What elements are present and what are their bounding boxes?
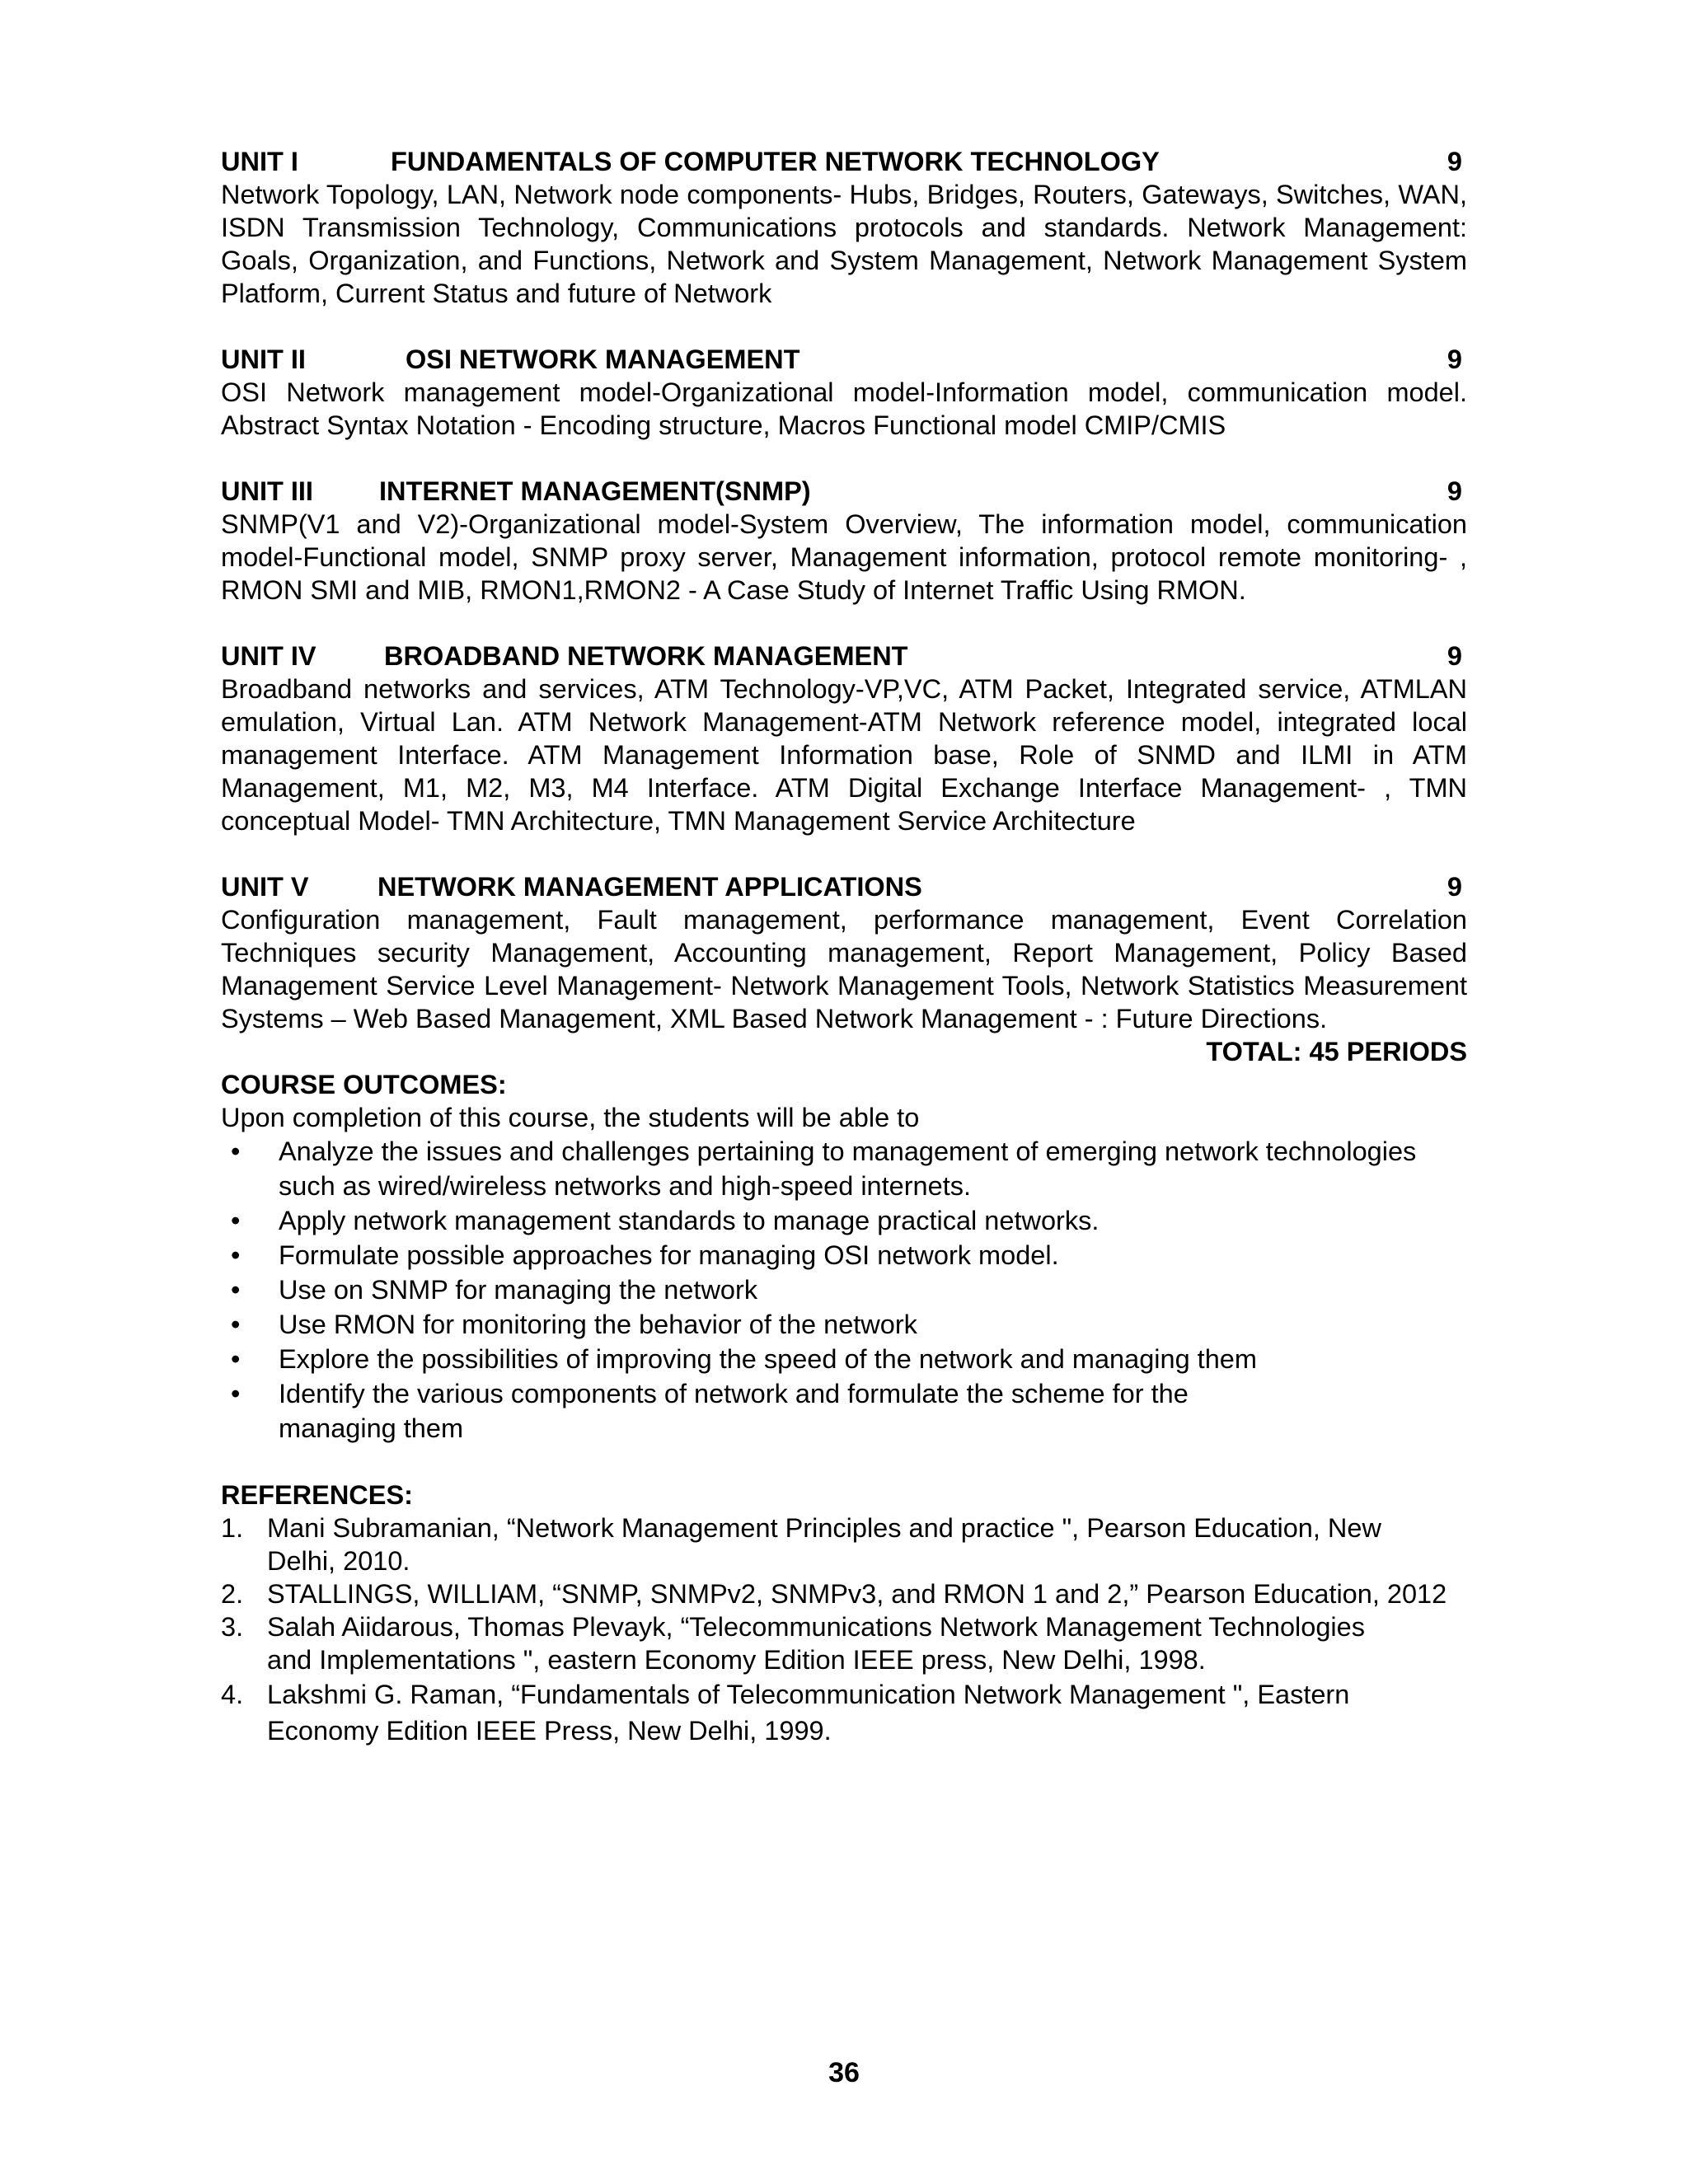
bullet-icon: • — [231, 1137, 241, 1166]
unit-2 — [221, 343, 1467, 442]
unit-heading — [221, 145, 1467, 178]
page-number: 36 — [828, 2057, 860, 2088]
unit-hours: 9 — [1447, 641, 1462, 671]
unit-code: UNIT I — [221, 147, 298, 176]
course-outcomes-heading: COURSE OUTCOMES: — [221, 1070, 507, 1099]
course-outcomes-intro: Upon completion of this course, the students will be able to — [221, 1103, 920, 1132]
reference-number: 4. — [221, 1680, 244, 1709]
unit-code: UNIT III — [221, 476, 313, 506]
list-item — [221, 1307, 1432, 1342]
reference-text: STALLINGS, WILLIAM, “SNMP, SNMPv2, SNMPv3, and RMON 1 and 2,” Pearson Education, 2012 — [267, 1579, 1447, 1609]
unit-code: UNIT V — [221, 872, 309, 902]
unit-description: OSI Network management model-Organizational model-Information model, communication model. Abstract Syntax Notation - Encoding structure, Macros Functional model CMIP/CMIS — [221, 377, 1467, 440]
unit-description: SNMP(V1 and V2)-Organizational model-System Overview, The information model, communication model-Functional model, SNMP proxy server, Management information, protocol remote monitoring- , RMON SMI and MIB, RMON1,RMON2 - A Case Study of Internet Traffic Using RMON. — [221, 509, 1467, 605]
unit-description: Configuration management, Fault management, performance management, Event Correlation Techniques security Management, Accounting management, Report Management, Policy Based Management Service Level Management- Network Management Tools, Network Statistics Measurement Systems – Web Based Management, XML Based Network Management - : Future Directions. — [221, 905, 1467, 1033]
outcome-text: Use RMON for monitoring the behavior of the network — [279, 1310, 917, 1339]
outcome-text: Apply network management standards to manage practical networks. — [279, 1206, 1100, 1235]
unit-4 — [221, 640, 1467, 837]
unit-3 — [221, 475, 1467, 607]
bullet-icon: • — [231, 1379, 241, 1408]
outcome-text: Formulate possible approaches for managing OSI network model. — [279, 1240, 1059, 1270]
reference-text: Mani Subramanian, “Network Management Principles and practice ", Pearson Education, New Delhi, 2010. — [267, 1513, 1381, 1576]
list-item — [221, 1577, 1454, 1610]
unit-hours: 9 — [1447, 872, 1462, 902]
unit-1 — [221, 145, 1467, 310]
list-item — [221, 1342, 1432, 1376]
list-item — [221, 1272, 1432, 1307]
unit-title: FUNDAMENTALS OF COMPUTER NETWORK TECHNOLOGY — [391, 147, 1160, 176]
unit-description: Network Topology, LAN, Network node components- Hubs, Bridges, Routers, Gateways, Switches, WAN, ISDN Transmission Technology, Communications protocols and standards. Network Management: Goals, Organization, and Functions, Network and System Management, Network Management System Platform, Current Status and future of Network — [221, 180, 1467, 308]
outcome-text: Analyze the issues and challenges pertaining to management of emerging network technologies such as wired/wireless networks and high-speed internets. — [279, 1137, 1417, 1201]
unit-description: Broadband networks and services, ATM Technology-VP,VC, ATM Packet, Integrated service, ATMLAN emulation, Virtual Lan. ATM Network Management-ATM Network reference model, integrated local management Interface. ATM Management Information base, Role of SNMD and ILMI in ATM Management, M1, M2, M3, M4 Interface. ATM Digital Exchange Interface Management- , TMN conceptual Model- TMN Architecture, TMN Management Service Architecture — [221, 674, 1467, 836]
syllabus-page — [221, 145, 1467, 1749]
unit-title: NETWORK MANAGEMENT APPLICATIONS — [377, 872, 922, 902]
bullet-icon: • — [231, 1310, 241, 1339]
unit-code: UNIT IV — [221, 641, 316, 671]
unit-heading — [221, 343, 1467, 376]
course-outcomes-list — [221, 1134, 1467, 1446]
unit-title: INTERNET MANAGEMENT(SNMP) — [379, 476, 811, 506]
references-heading: REFERENCES: — [221, 1480, 413, 1510]
unit-hours: 9 — [1447, 476, 1462, 506]
references-list — [221, 1511, 1467, 1749]
total-periods: TOTAL: 45 PERIODS — [1206, 1037, 1467, 1066]
bullet-icon: • — [231, 1275, 241, 1305]
unit-5 — [221, 870, 1467, 1035]
reference-number: 2. — [221, 1579, 244, 1609]
outcome-text: Use on SNMP for managing the network — [279, 1275, 758, 1305]
unit-title: OSI NETWORK MANAGEMENT — [406, 344, 800, 374]
unit-code: UNIT II — [221, 344, 306, 374]
list-item — [221, 1203, 1432, 1238]
unit-hours: 9 — [1447, 344, 1462, 374]
unit-title: BROADBAND NETWORK MANAGEMENT — [384, 641, 908, 671]
outcome-text: Identify the various components of network and formulate the scheme for the managing them — [279, 1379, 1189, 1443]
list-item — [221, 1134, 1432, 1203]
reference-text: Salah Aiidarous, Thomas Plevayk, “Telecommunications Network Management Technologies and Implementations ", eastern Economy Edition IEEE press, New Delhi, 1998. — [267, 1612, 1365, 1675]
unit-hours: 9 — [1447, 147, 1462, 176]
list-item — [221, 1376, 1301, 1446]
unit-heading — [221, 475, 1467, 508]
list-item — [221, 1676, 1421, 1749]
outcome-text: Explore the possibilities of improving the speed of the network and managing them — [279, 1344, 1257, 1374]
unit-heading — [221, 640, 1467, 673]
reference-text: Lakshmi G. Raman, “Fundamentals of Telecommunication Network Management ", Eastern Economy Edition IEEE Press, New Delhi, 1999. — [267, 1680, 1350, 1746]
unit-heading — [221, 870, 1467, 903]
list-item — [221, 1511, 1454, 1577]
list-item — [221, 1610, 1372, 1676]
reference-number: 3. — [221, 1612, 244, 1642]
reference-number: 1. — [221, 1513, 244, 1543]
bullet-icon: • — [231, 1344, 241, 1374]
bullet-icon: • — [231, 1240, 241, 1270]
list-item — [221, 1238, 1432, 1272]
bullet-icon: • — [231, 1206, 241, 1235]
